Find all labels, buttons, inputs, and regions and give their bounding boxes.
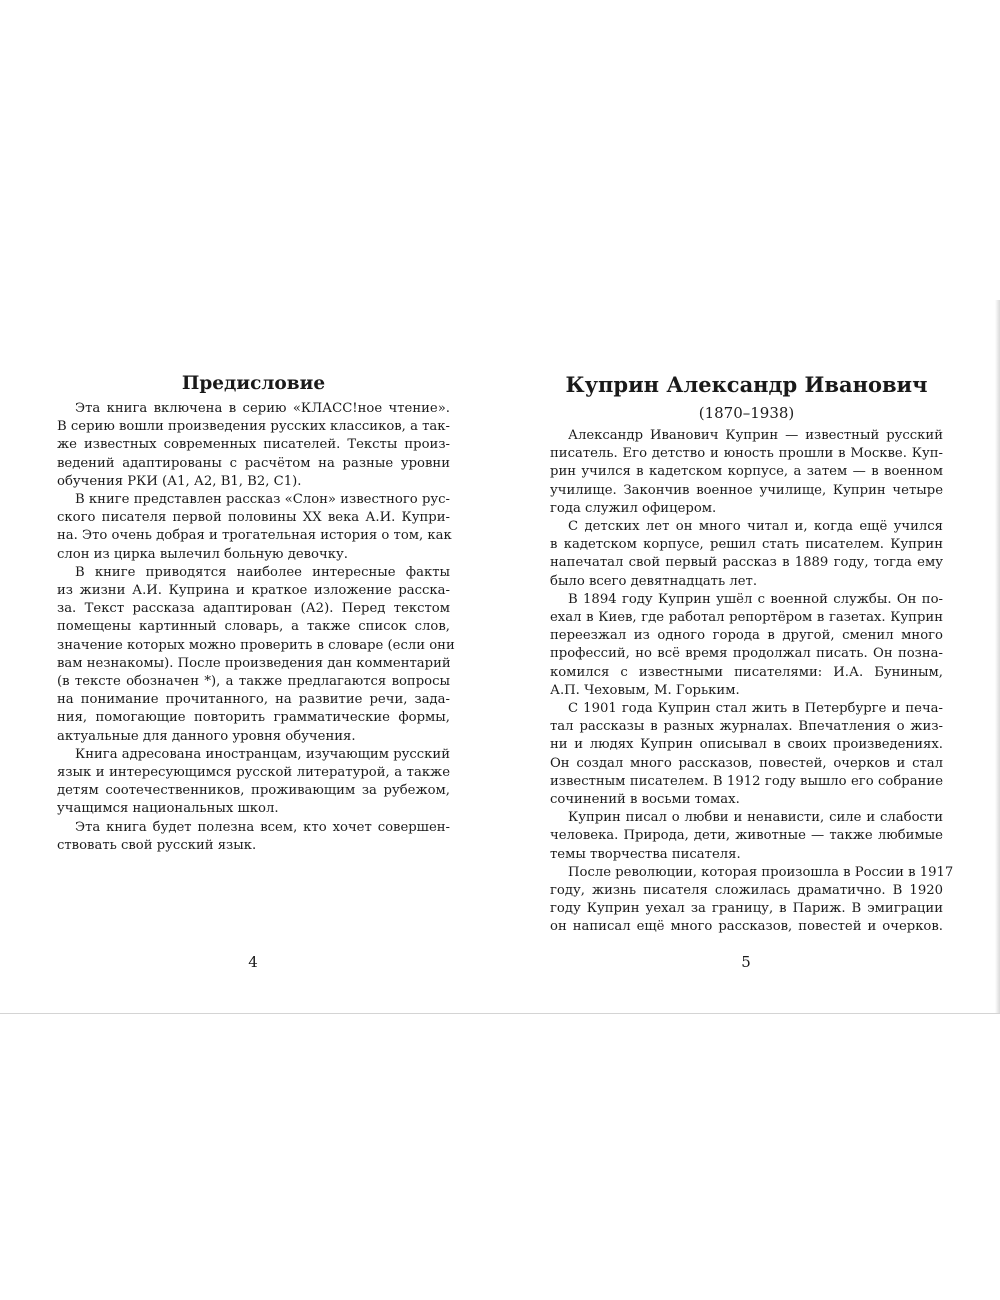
text-line: В книге представлен рассказ «Слон» известного рус- (75, 492, 450, 508)
text-line: Эта книга будет полезна всем, кто хочет совершен- (75, 819, 450, 835)
text-line: актуальные для данного уровня обучения. (57, 728, 356, 744)
text-line: тал рассказы в разных журналах. Впечатления о жиз- (550, 719, 943, 735)
text-line: Он создал много рассказов, повестей, очерков и стал (550, 755, 943, 771)
text-line: же известных современных писателей. Тексты произ- (57, 437, 450, 453)
text-line: ского писателя первой половины XX века А.И. Купри- (57, 510, 450, 526)
left-page-number: 4 (248, 953, 258, 971)
text-line: обучения РКИ (А1, А2, В1, В2, С1). (57, 473, 302, 489)
text-line: года служил офицером. (550, 500, 717, 516)
right-page-title: Куприн Александр Иванович (565, 372, 928, 397)
text-line: ведений адаптированы с расчётом на разные уровни (57, 455, 450, 471)
text-line: напечатал свой первый рассказ в 1889 году, тогда ему (550, 555, 943, 571)
text-line: из жизни А.И. Куприна и краткое изложение расска- (57, 583, 450, 599)
text-line: В 1894 году Куприн ушёл с военной службы. Он по- (568, 591, 943, 607)
text-line: В книге приводятся наиболее интересные факты (75, 564, 450, 580)
text-line: году Куприн уехал за границу, в Париж. В эмиграции (550, 901, 943, 917)
text-line: помещены картинный словарь, а также список слов, (57, 619, 450, 635)
text-line: рин учился в кадетском корпусе, а затем — в военном (550, 464, 943, 480)
page-edge-shadow (995, 300, 1000, 1013)
right-page-body (550, 427, 954, 937)
text-line: После революции, которая произошла в России в 1917 (568, 864, 954, 880)
text-line: училище. Закончив военное училище, Куприн четыре (550, 482, 943, 498)
text-line: С 1901 года Куприн стал жить в Петербурге и печа- (568, 701, 943, 717)
text-line: человека. Природа, дети, животные — также любимые (550, 828, 943, 844)
text-line: было всего девятнадцать лет. (550, 573, 758, 589)
text-line: он написал ещё много рассказов, повестей и очерков. (550, 919, 943, 935)
text-line: переезжал из одного города в другой, сменил много (550, 628, 943, 644)
text-line: Александр Иванович Куприн — известный русский (568, 428, 943, 443)
text-line: детям соотечественников, проживающим за рубежом, (57, 783, 450, 799)
text-line: значение которых можно проверить в словаре (если они (57, 637, 455, 653)
text-line: году, жизнь писателя сложилась драматично. В 1920 (550, 883, 943, 899)
right-page (550, 370, 954, 937)
right-page-number: 5 (741, 953, 751, 971)
text-line: на понимание прочитанного, на развитие речи, зада- (57, 692, 450, 708)
text-line: язык и интересующимся русской литературой, а также (57, 765, 450, 781)
text-line: Куприн писал о любви и ненависти, силе и слабости (568, 810, 943, 826)
text-line: ния, помогающие повторить грамматические формы, (57, 710, 450, 726)
text-line: Книга адресована иностранцам, изучающим русский (75, 746, 450, 762)
text-line: сочинений в восьми томах. (550, 792, 740, 808)
text-line: известным писателем. В 1912 году вышло его собрание (550, 773, 943, 789)
text-line: С детских лет он много читал и, когда ещё учился (568, 519, 943, 535)
text-line: комился с известными писателями: И.А. Буниным, (550, 664, 943, 680)
text-line: ствовать свой русский язык. (57, 837, 257, 853)
text-line: слон из цирка вылечил больную девочку. (57, 546, 348, 562)
text-line: ехал в Киев, где работал репортёром в газетах. Куприн (550, 610, 943, 626)
text-line: профессий, но всё время продолжал писать. Он позна- (550, 646, 943, 662)
text-line: на. Это очень добрая и трогательная история о том, как (57, 528, 452, 544)
text-line: В серию вошли произведения русских классиков, а так- (57, 419, 450, 435)
text-line: (в тексте обозначен *), а также предлагаются вопросы (57, 674, 450, 690)
left-page-title: Предисловие (181, 373, 326, 394)
text-line: за. Текст рассказа адаптирован (А2). Перед текстом (57, 601, 450, 617)
text-line: Эта книга включена в серию «КЛАСС!ное чтение». (75, 401, 450, 416)
text-line: темы творчества писателя. (550, 846, 741, 862)
text-line: А.П. Чеховым, М. Горьким. (550, 682, 740, 698)
right-page-subtitle: (1870–1938) (698, 404, 795, 422)
left-page-body (57, 400, 455, 855)
text-line: ни и людях Куприн описывал в своих произведениях. (550, 737, 943, 753)
text-line: писатель. Его детство и юность прошли в Москве. Куп- (550, 446, 943, 462)
left-page (57, 370, 455, 855)
text-line: учащимся национальных школ. (57, 801, 279, 817)
text-line: вам незнакомы). После произведения дан комментарий (57, 655, 451, 671)
page-bottom-edge (0, 1013, 1000, 1014)
text-line: в кадетском корпусе, решил стать писателем. Куприн (550, 537, 943, 553)
